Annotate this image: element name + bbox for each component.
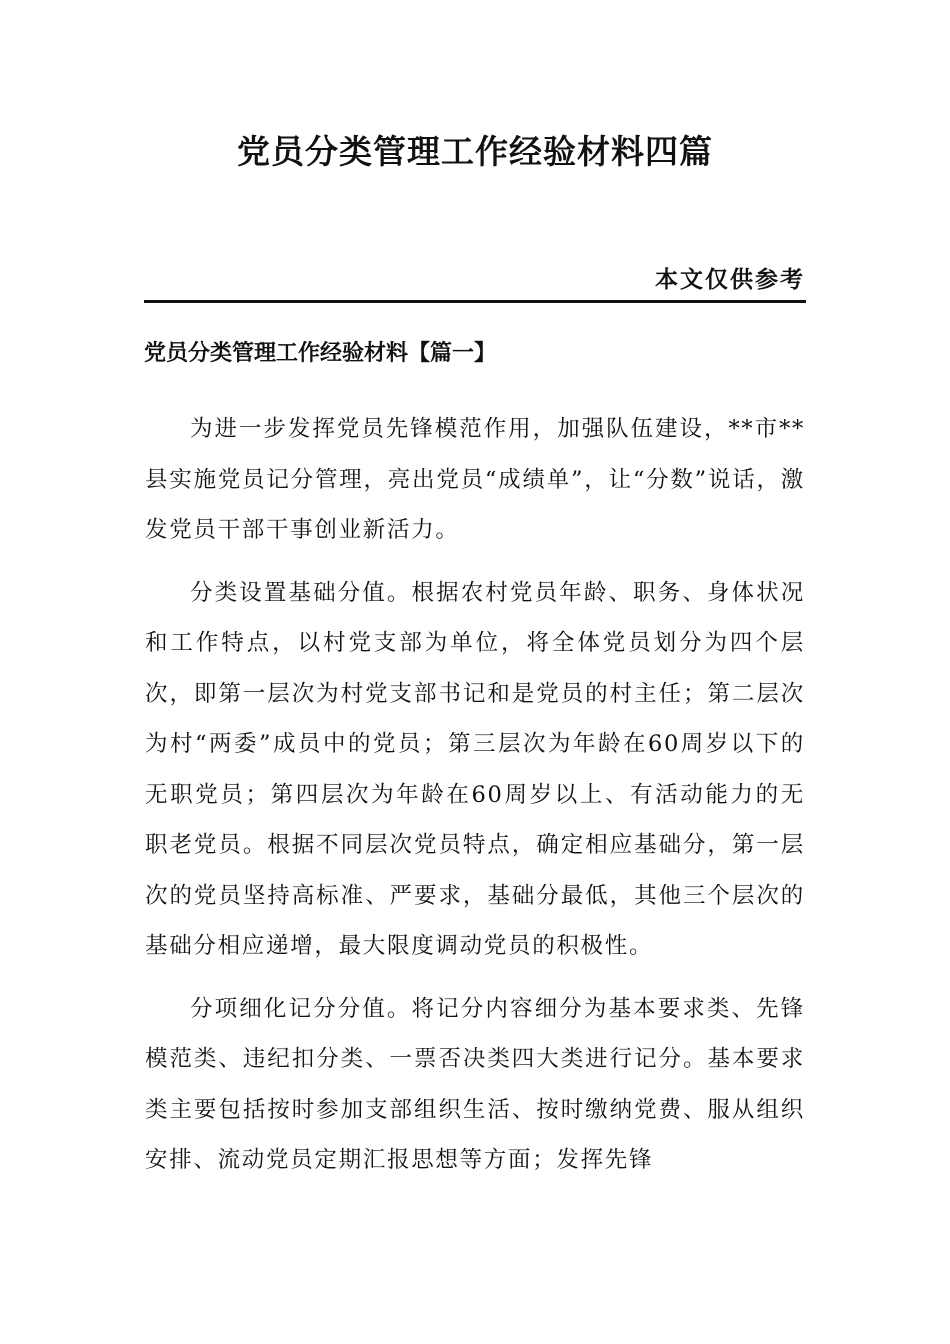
disclaimer-text: 本文仅供参考 bbox=[655, 266, 805, 293]
paragraph-1: 为进一步发挥党员先锋模范作用，加强队伍建设，**市**县实施党员记分管理，亮出党员“成绩单”，让“分数”说话，激发党员干部干事创业新活力。 bbox=[145, 416, 805, 543]
header-divider bbox=[144, 300, 806, 303]
section-heading: 党员分类管理工作经验材料【篇一】 bbox=[144, 341, 497, 366]
document-title: 党员分类管理工作经验材料四篇 bbox=[237, 132, 713, 171]
paragraph-2: 分类设置基础分值。根据农村党员年龄、职务、身体状况和工作特点，以村党支部为单位，将全体党员划分为四个层次，即第一层次为村党支部书记和是党员的村主任；第二层次为村“两委”成员中的党员；第三层次为年龄在60周岁以下的无职党员；第四层次为年龄在60周岁以上、有活动能力的无职老党员。根据不同层次党员特点，确定相应基础分，第一层次的党员坚持高标准、严要求，基础分最低，其他三个层次的基础分相应递增，最大限度调动党员的积极性。 bbox=[145, 579, 805, 959]
document-body bbox=[145, 404, 805, 1198]
paragraph-3: 分项细化记分分值。将记分内容细分为基本要求类、先锋模范类、违纪扣分类、一票否决类四大类进行记分。基本要求类主要包括按时参加支部组织生活、按时缴纳党费、服从组织安排、流动党员定期汇报思想等方面；发挥先锋 bbox=[145, 995, 805, 1173]
